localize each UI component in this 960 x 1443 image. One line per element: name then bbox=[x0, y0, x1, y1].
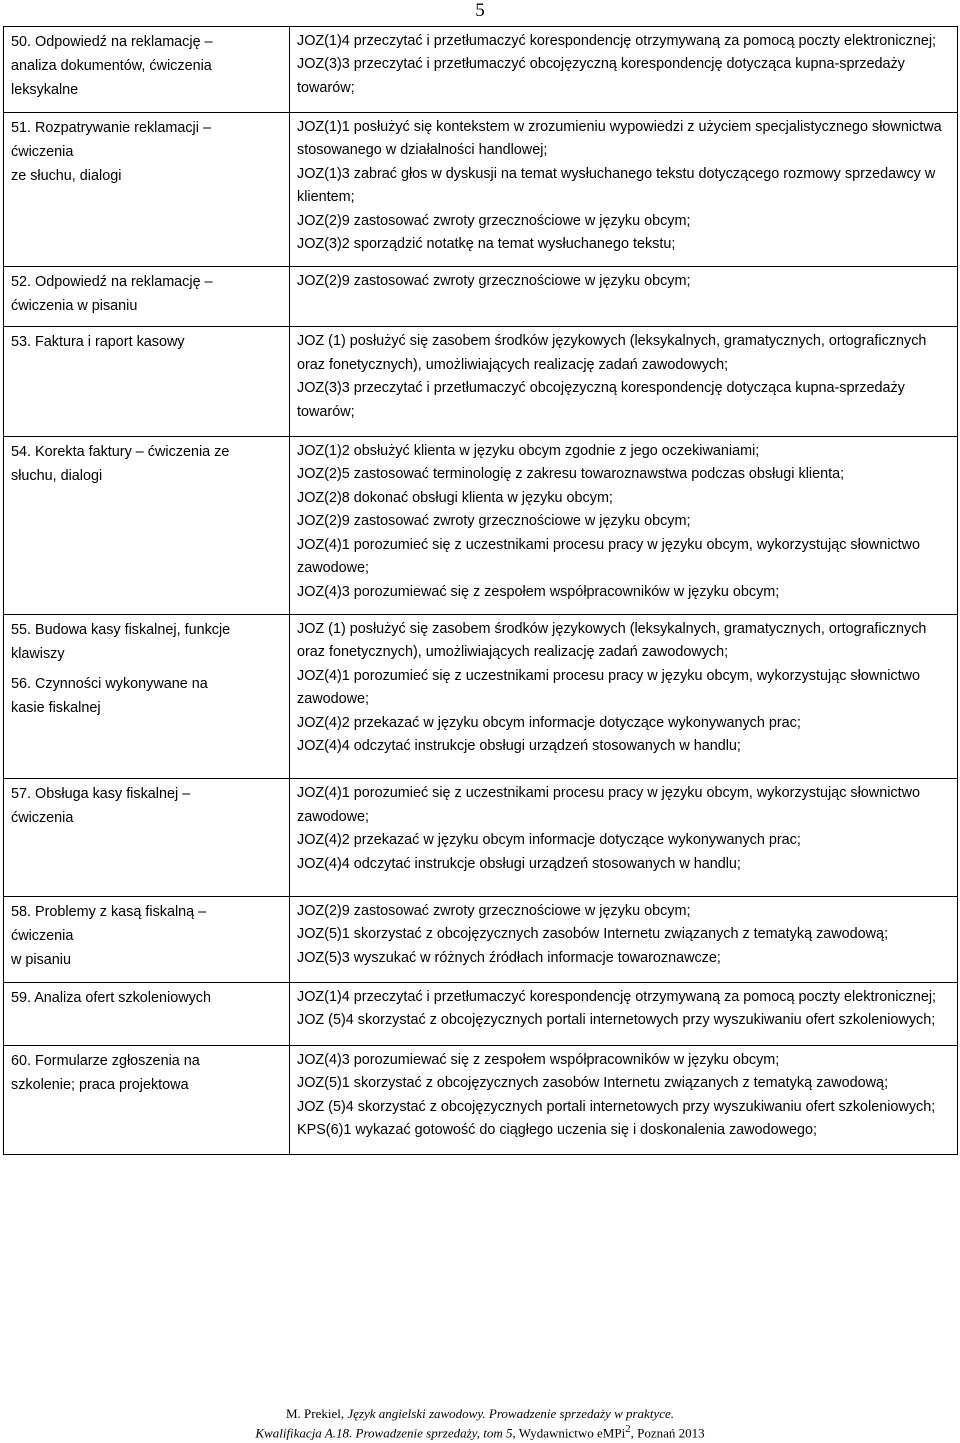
topic-cell bbox=[4, 267, 290, 327]
footer-superscript: 2 bbox=[625, 1423, 631, 1435]
learning-outcome: JOZ(4)1 porozumieć się z uczestnikami procesu pracy w języku obcym, wykorzystując słownictwo zawodowe; bbox=[297, 785, 920, 825]
table-row bbox=[4, 267, 958, 327]
learning-outcome: JOZ(2)9 zastosować zwroty grzecznościowe w języku obcym; bbox=[297, 212, 691, 229]
outcomes-cell bbox=[290, 1045, 958, 1155]
topic-title-continuation: ćwiczenia w pisaniu bbox=[11, 298, 138, 315]
learning-outcome: JOZ(2)9 zastosować zwroty grzecznościowe w języku obcym; bbox=[297, 902, 691, 919]
page-number: 5 bbox=[475, 0, 485, 21]
table-row bbox=[4, 437, 958, 615]
outcomes-cell bbox=[290, 27, 958, 113]
topic-title-continuation: ćwiczenia bbox=[11, 144, 74, 160]
learning-outcome: JOZ(1)1 posłużyć się kontekstem w zrozumieniu wypowiedzi z użyciem specjalistycznego słownictwa stosowanego w działalności handlowej; bbox=[297, 119, 942, 159]
outcomes-cell bbox=[290, 779, 958, 897]
learning-outcome: JOZ(4)2 przekazać w języku obcym informacje dotyczące wykonywanych prac; bbox=[297, 714, 801, 731]
learning-outcome: JOZ(1)4 przeczytać i przetłumaczyć korespondencję otrzymywaną za pomocą poczty elektronicznej; bbox=[297, 33, 937, 49]
table-row bbox=[4, 779, 958, 897]
outcomes-cell bbox=[290, 896, 958, 982]
learning-outcome: JOZ(3)3 przeczytać i przetłumaczyć obcojęzyczną korespondencję dotycząca kupna-sprzedaży towarów; bbox=[297, 380, 905, 420]
learning-outcome: JOZ(4)4 odczytać instrukcje obsługi urządzeń stosowanych w handlu; bbox=[297, 855, 741, 872]
outcomes-cell bbox=[290, 982, 958, 1045]
topic-title-continuation: ćwiczenia bbox=[11, 810, 74, 827]
topic-cell bbox=[4, 437, 290, 615]
learning-outcome: JOZ(3)2 sporządzić notatkę na temat wysłuchanego tekstu; bbox=[297, 236, 676, 253]
curriculum-table bbox=[3, 26, 958, 1155]
learning-outcome: JOZ (5)4 skorzystać z obcojęzycznych portali internetowych przy wyszukiwaniu ofert szkoleniowych; bbox=[297, 1012, 936, 1029]
learning-outcome: JOZ(4)3 porozumiewać się z zespołem współpracowników w języku obcym; bbox=[297, 583, 780, 600]
outcomes-cell bbox=[290, 113, 958, 267]
topic-title-continuation: ćwiczenia bbox=[11, 927, 74, 944]
learning-outcome: JOZ(5)1 skorzystać z obcojęzycznych zasobów Internetu związanych z tematyką zawodową; bbox=[297, 1075, 889, 1092]
topic-title-continuation: ze słuchu, dialogi bbox=[11, 168, 122, 184]
learning-outcome: KPS(6)1 wykazać gotowość do ciągłego uczenia się i doskonalenia zawodowego; bbox=[297, 1122, 817, 1138]
topic-title: 60. Formularze zgłoszenia na bbox=[11, 1052, 200, 1069]
topic-cell bbox=[4, 327, 290, 437]
learning-outcome: JOZ(4)2 przekazać w języku obcym informacje dotyczące wykonywanych prac; bbox=[297, 832, 801, 849]
topic-cell bbox=[4, 113, 290, 267]
topic-title: 58. Problemy z kasą fiskalną – bbox=[11, 903, 207, 920]
learning-outcome: JOZ (1) posłużyć się zasobem środków językowych (leksykalnych, gramatycznych, ortograficznych oraz fonetycznych), umożliwiających realizację zadań zawodowych; bbox=[297, 620, 927, 661]
footer-line-1 bbox=[0, 1406, 960, 1422]
topic-title: 55. Budowa kasy fiskalnej, funkcje bbox=[11, 621, 231, 638]
footer-place-year: , Poznań 2013 bbox=[630, 1425, 705, 1441]
topic-title-continuation: w pisaniu bbox=[11, 951, 71, 968]
topic-title-continuation: kasie fiskalnej bbox=[11, 699, 101, 716]
learning-outcome: JOZ(1)4 przeczytać i przetłumaczyć korespondencję otrzymywaną za pomocą poczty elektronicznej; bbox=[297, 988, 937, 1005]
table-row bbox=[4, 982, 958, 1045]
outcomes-cell bbox=[290, 614, 958, 778]
learning-outcome: JOZ(5)3 wyszukać w różnych źródłach informacje towaroznawcze; bbox=[297, 949, 721, 966]
learning-outcome: JOZ(1)3 zabrać głos w dyskusji na temat wysłuchanego tekstu dotyczącego rozmowy sprzedawcy w klientem; bbox=[297, 165, 936, 206]
table-row bbox=[4, 327, 958, 437]
outcomes-cell bbox=[290, 267, 958, 327]
topic-title-continuation: słuchu, dialogi bbox=[11, 468, 103, 485]
table-row bbox=[4, 614, 958, 778]
learning-outcome: JOZ(5)1 skorzystać z obcojęzycznych zasobów Internetu związanych z tematyką zawodową; bbox=[297, 926, 889, 943]
learning-outcome: JOZ(4)4 odczytać instrukcje obsługi urządzeń stosowanych w handlu; bbox=[297, 737, 741, 754]
learning-outcome: JOZ(2)8 dokonać obsługi klienta w języku obcym; bbox=[297, 489, 613, 506]
topic-title-continuation: szkolenie; praca projektowa bbox=[11, 1076, 189, 1093]
topic-title: 57. Obsługa kasy fiskalnej – bbox=[11, 786, 191, 803]
learning-outcome: JOZ(2)9 zastosować zwroty grzecznościowe w języku obcym; bbox=[297, 513, 691, 530]
topic-cell bbox=[4, 896, 290, 982]
topic-title: 56. Czynności wykonywane na bbox=[11, 675, 208, 692]
table-row bbox=[4, 113, 958, 267]
footer-line-2 bbox=[0, 1423, 960, 1441]
topic-cell bbox=[4, 779, 290, 897]
footer-book-title: Język angielski zawodowy. Prowadzenie sprzedaży w praktyce. bbox=[347, 1406, 674, 1421]
topic-title: 52. Odpowiedź na reklamację – bbox=[11, 274, 213, 291]
topic-title-continuation: analiza dokumentów, ćwiczenia bbox=[11, 58, 212, 74]
outcomes-cell bbox=[290, 437, 958, 615]
learning-outcome: JOZ(1)2 obsłużyć klienta w języku obcym zgodnie z jego oczekiwaniami; bbox=[297, 443, 760, 460]
learning-outcome: JOZ (1) posłużyć się zasobem środków językowych (leksykalnych, gramatycznych, ortograficznych oraz fonetycznych), umożliwiających realizację zadań zawodowych; bbox=[297, 333, 927, 373]
topic-title: 53. Faktura i raport kasowy bbox=[11, 334, 185, 351]
table-row bbox=[4, 27, 958, 113]
topic-title-continuation: leksykalne bbox=[11, 82, 79, 98]
learning-outcome: JOZ(4)3 porozumiewać się z zespołem współpracowników w języku obcym; bbox=[297, 1051, 780, 1068]
topic-title: 50. Odpowiedź na reklamację – bbox=[11, 34, 213, 50]
topic-title-continuation: klawiszy bbox=[11, 645, 65, 662]
footer-publisher: , Wydawnictwo eMPi bbox=[512, 1425, 626, 1441]
learning-outcome: JOZ(4)1 porozumieć się z uczestnikami procesu pracy w języku obcym, wykorzystując słownictwo zawodowe; bbox=[297, 536, 920, 577]
topic-cell bbox=[4, 982, 290, 1045]
footer-series: Kwalifikacja A.18. Prowadzenie sprzedaży, tom 5 bbox=[255, 1425, 513, 1441]
topic-cell bbox=[4, 27, 290, 113]
learning-outcome: JOZ(2)5 zastosować terminologię z zakresu towaroznawstwa podczas obsługi klienta; bbox=[297, 466, 845, 483]
topic-cell bbox=[4, 614, 290, 778]
topic-title: 54. Korekta faktury – ćwiczenia ze bbox=[11, 444, 230, 461]
outcomes-cell bbox=[290, 327, 958, 437]
table-row bbox=[4, 896, 958, 982]
learning-outcome: JOZ(2)9 zastosować zwroty grzecznościowe w języku obcym; bbox=[297, 273, 691, 290]
topic-title: 59. Analiza ofert szkoleniowych bbox=[11, 989, 211, 1006]
learning-outcome: JOZ(4)1 porozumieć się z uczestnikami procesu pracy w języku obcym, wykorzystując słownictwo zawodowe; bbox=[297, 667, 920, 708]
table-row bbox=[4, 1045, 958, 1155]
learning-outcome: JOZ (5)4 skorzystać z obcojęzycznych portali internetowych przy wyszukiwaniu ofert szkoleniowych; bbox=[297, 1098, 936, 1115]
learning-outcome: JOZ(3)3 przeczytać i przetłumaczyć obcojęzyczną korespondencję dotycząca kupna-sprzedaży towarów; bbox=[297, 56, 905, 96]
topic-title: 51. Rozpatrywanie reklamacji – bbox=[11, 120, 211, 136]
footer-author: M. Prekiel, bbox=[285, 1406, 348, 1421]
topic-cell bbox=[4, 1045, 290, 1155]
